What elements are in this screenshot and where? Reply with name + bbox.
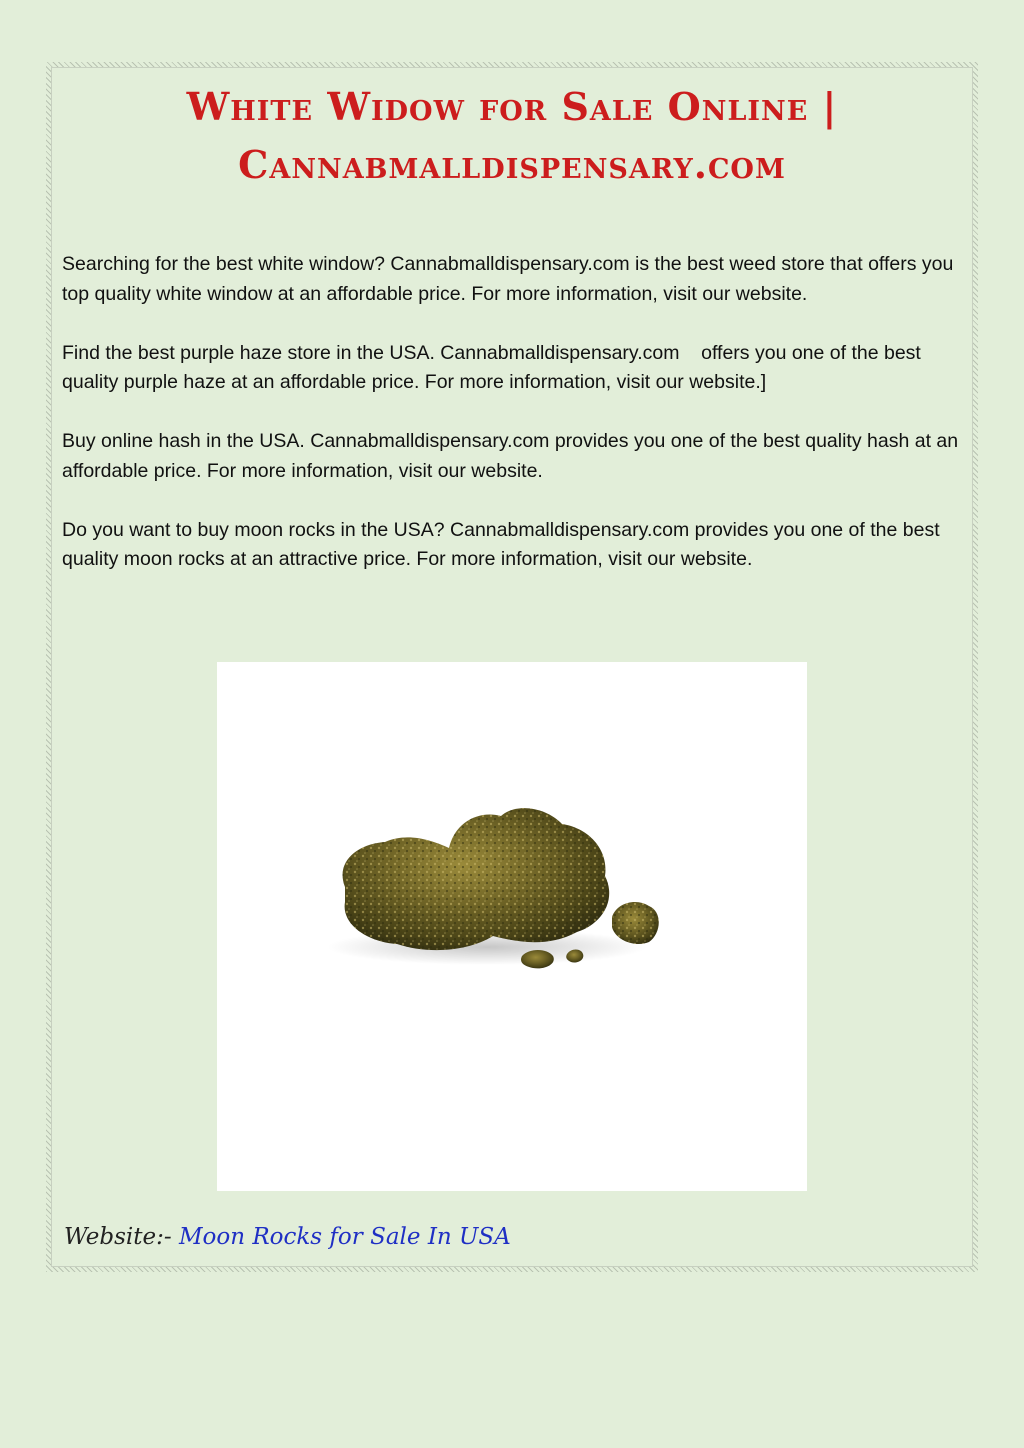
moon-rocks-link[interactable]: Moon Rocks for Sale In USA (178, 1224, 511, 1250)
article-body (62, 250, 967, 604)
website-footer (64, 1224, 511, 1250)
paragraph-purple-haze: Find the best purple haze store in the USA. Cannabmalldispensary.com offers you one of the best quality purple haze at an affordable price. For more information, visit our website.] (62, 341, 921, 393)
paragraph-moon-rocks: Do you want to buy moon rocks in the USA? Cannabmalldispensary.com provides you one of the best quality moon rocks at an attractive price. For more information, visit our website. (62, 518, 940, 570)
title-line-1: White Widow for Sale Online | (186, 84, 838, 129)
page-title (0, 78, 1024, 194)
paragraph-white-widow: Searching for the best white window? Cannabmalldispensary.com is the best weed store that offers you top quality white window at an affordable price. For more information, visit our website. (62, 253, 954, 305)
moon-rocks-photo (217, 662, 807, 1191)
paragraph-hash: Buy online hash in the USA. Cannabmalldispensary.com provides you one of the best quality hash at an affordable price. For more information, visit our website. (62, 430, 959, 482)
website-label: Website:- (64, 1224, 179, 1250)
title-line-2: Cannabmalldispensary.com (238, 142, 786, 187)
moon-rocks-image (217, 662, 807, 1191)
